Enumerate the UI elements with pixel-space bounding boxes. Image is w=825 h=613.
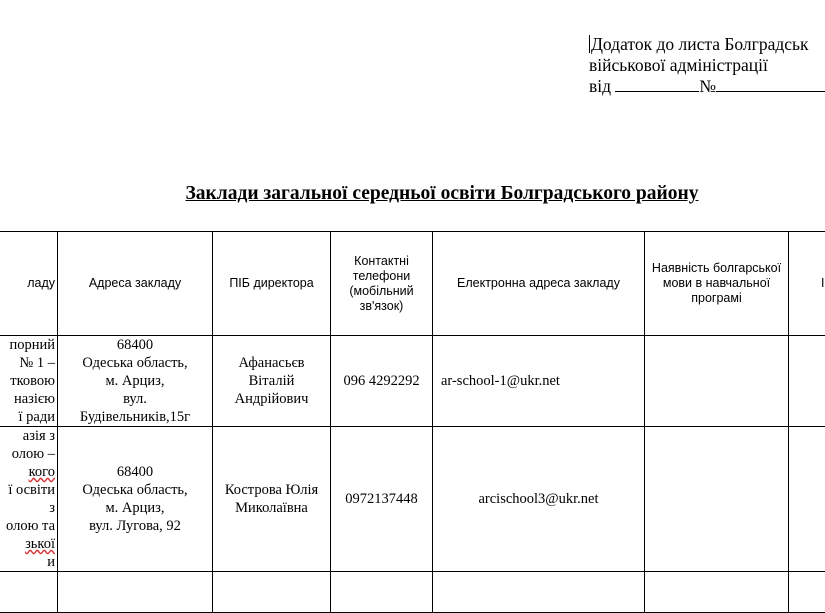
email-cell: ar-school-1@ukr.net bbox=[433, 336, 645, 427]
empty-cell bbox=[0, 572, 58, 613]
empty-cell bbox=[213, 572, 331, 613]
address-cell: 68400 Одеська область, м. Арциз, вул. Лугова, 92 bbox=[58, 427, 213, 572]
phone-cell: 096 4292292 bbox=[331, 336, 433, 427]
name-line: ї освіти bbox=[8, 482, 55, 498]
table-row bbox=[0, 427, 825, 572]
bulgarian-language-cell bbox=[645, 336, 789, 427]
text-cursor bbox=[589, 35, 590, 53]
extra-cell bbox=[789, 427, 825, 572]
table-header-row bbox=[0, 232, 825, 336]
address-cell: 68400 Одеська область, м. Арциз, вул. Будівельників,15г bbox=[58, 336, 213, 427]
name-line: олою та bbox=[6, 518, 55, 534]
appendix-number-label: № bbox=[699, 76, 716, 96]
date-blank bbox=[615, 76, 699, 92]
empty-cell bbox=[433, 572, 645, 613]
appendix-date-label: від bbox=[589, 76, 611, 96]
header-bulgarian-language: Наявність болгарської мови в навчальної програмі bbox=[645, 232, 789, 336]
name-line: зької bbox=[25, 536, 55, 552]
name-line: и bbox=[47, 554, 55, 570]
document-title: Заклади загальної середньої освіти Болградського району bbox=[0, 183, 825, 205]
name-line: кого bbox=[29, 464, 55, 480]
school-name-cell: порний № 1 – тковою назією ї ради bbox=[0, 336, 58, 427]
table-row bbox=[0, 336, 825, 427]
empty-cell bbox=[58, 572, 213, 613]
header-school-name: ладу bbox=[0, 232, 58, 336]
number-blank bbox=[716, 76, 825, 92]
extra-cell bbox=[789, 336, 825, 427]
header-extra: І bbox=[789, 232, 825, 336]
appendix-line-2: військової адміністрації bbox=[589, 55, 825, 76]
table-row bbox=[0, 572, 825, 613]
appendix-line-1: Додаток до листа Болградськ bbox=[591, 34, 809, 54]
header-director: ПІБ директора bbox=[213, 232, 331, 336]
phone-cell: 0972137448 bbox=[331, 427, 433, 572]
header-phone: Контактні телефони (мобільний зв'язок) bbox=[331, 232, 433, 336]
header-email: Електронна адреса закладу bbox=[433, 232, 645, 336]
name-line: з bbox=[49, 500, 55, 516]
appendix-note bbox=[589, 34, 825, 97]
school-name-cell bbox=[0, 427, 58, 572]
header-address: Адреса закладу bbox=[58, 232, 213, 336]
name-line: олою – bbox=[12, 446, 55, 462]
email-cell: arcischool3@ukr.net bbox=[433, 427, 645, 572]
empty-cell bbox=[331, 572, 433, 613]
empty-cell bbox=[789, 572, 825, 613]
schools-table bbox=[0, 231, 825, 613]
director-cell: Кострова Юлія Миколаївна bbox=[213, 427, 331, 572]
director-cell: Афанасьєв Віталій Андрійович bbox=[213, 336, 331, 427]
bulgarian-language-cell bbox=[645, 427, 789, 572]
empty-cell bbox=[645, 572, 789, 613]
name-line: азія з bbox=[23, 428, 55, 444]
